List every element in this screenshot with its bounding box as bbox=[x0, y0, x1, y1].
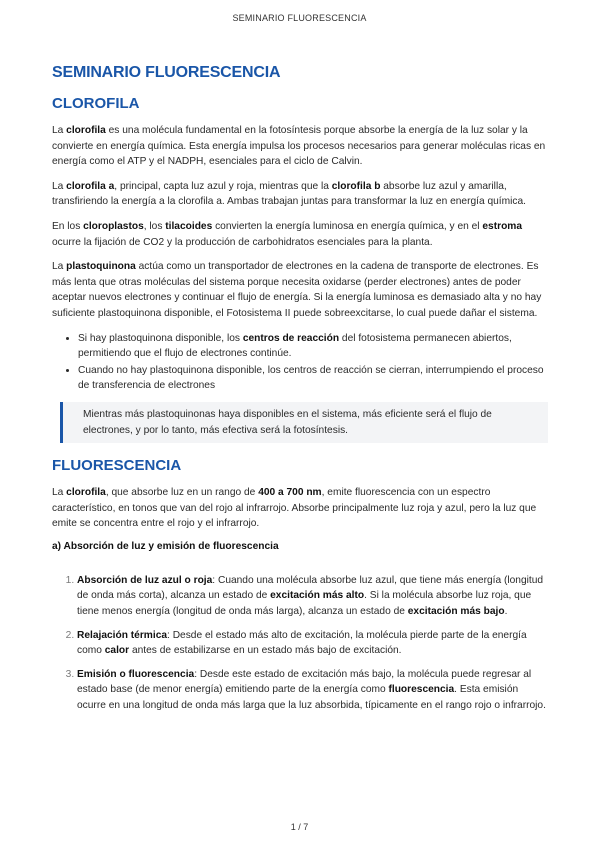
page-content bbox=[52, 64, 548, 722]
list-item: 3. Emisión o fluorescencia: Desde este estado de excitación más bajo, la molécula puede regresar al estado base (de menor energía) emitiendo parte de la energía como fluorescencia. Esta emisión ocurre en una longitud de onda más larga que la luz absorbida, típicamente en el rango rojo o infrarrojo. bbox=[77, 667, 548, 714]
paragraph-cloroplastos: En los cloroplastos, los tilacoides convierten la energía luminosa en energía química, y en el estroma ocurre la fijación de CO2 y la producción de carbohidratos esenciales para la planta. bbox=[52, 220, 523, 248]
section-heading-fluorescencia: FLUORESCENCIA bbox=[52, 457, 182, 475]
callout-quote: Mientras más plastoquinonas haya disponibles en el sistema, más eficiente será el flujo de electrones, y por lo tanto, más efectiva será la fotosíntesis. bbox=[60, 402, 548, 443]
list-item: 1. Absorción de luz azul o roja: Cuando una molécula absorbe luz azul, que tiene más energía (longitud de onda más corta), alcanza un estado de excitación más alto. Si la molécula absorbe luz roja, que tiene menos energía (longitud de onda más larga), alcanza un estado de excitación más bajo. bbox=[77, 573, 548, 620]
numbered-list bbox=[52, 573, 548, 714]
paragraph-clorofila-a-b: La clorofila a, principal, capta luz azul y roja, mientras que la clorofila b absorbe luz azul y amarilla, transfiriendo la energía a la clorofila a. Ambas trabajan juntas para transformar la luz en energía química. bbox=[52, 180, 526, 208]
page-number: 1 / 7 bbox=[290, 822, 309, 832]
bullet-list bbox=[52, 331, 548, 394]
list-item: • Cuando no hay plastoquinona disponible, los centros de reacción se cierran, interrumpiendo el proceso de transferencia de electrones bbox=[78, 363, 548, 394]
paragraph-fluorescencia-intro: La clorofila, que absorbe luz en un rango de 400 a 700 nm, emite fluorescencia con un espectro característico, en tonos que van del rojo al infrarrojo. Absorbe principalmente luz roja y azul, pero la luz que emite se concentra entre el rojo y el infrarrojo. bbox=[52, 487, 537, 530]
document-title: SEMINARIO FLUORESCENCIA bbox=[52, 64, 281, 81]
paragraph-plastoquinona: La plastoquinona actúa como un transportador de electrones en la cadena de transporte de electrones. Es más lenta que otras moléculas del sistema porque necesita oxidarse (perder electrones) antes de poder aceptar nuevos electrones y continuar el flujo de energía. Si la energía luminosa es demasiado alta y no hay suficiente plastoquinona disponible, el Fotosistema II puede sobreexcitarse, lo cual puede dañar el sistema. bbox=[52, 261, 542, 319]
subsection-heading: a) Absorción de luz y emisión de fluorescencia bbox=[52, 540, 279, 552]
running-header: SEMINARIO FLUORESCENCIA bbox=[232, 13, 367, 23]
list-item: • Si hay plastoquinona disponible, los centros de reacción del fotosistema permanecen abiertos, permitiendo que el flujo de electrones continúe. bbox=[78, 331, 548, 362]
list-item: 2. Relajación térmica: Desde el estado más alto de excitación, la molécula pierde parte de la energía como calor antes de estabilizarse en un estado más bajo de excitación. bbox=[77, 628, 548, 659]
section-heading-clorofila: CLOROFILA bbox=[52, 95, 140, 112]
paragraph-clorofila-intro: La clorofila es una molécula fundamental en la fotosíntesis porque absorbe la energía de la luz solar y la convierte en energía química. Esta energía impulsa los procesos necesarios para generar moléculas ricas en energía como el ATP y el NADPH, esenciales para el ciclo de Calvin. bbox=[52, 125, 546, 168]
